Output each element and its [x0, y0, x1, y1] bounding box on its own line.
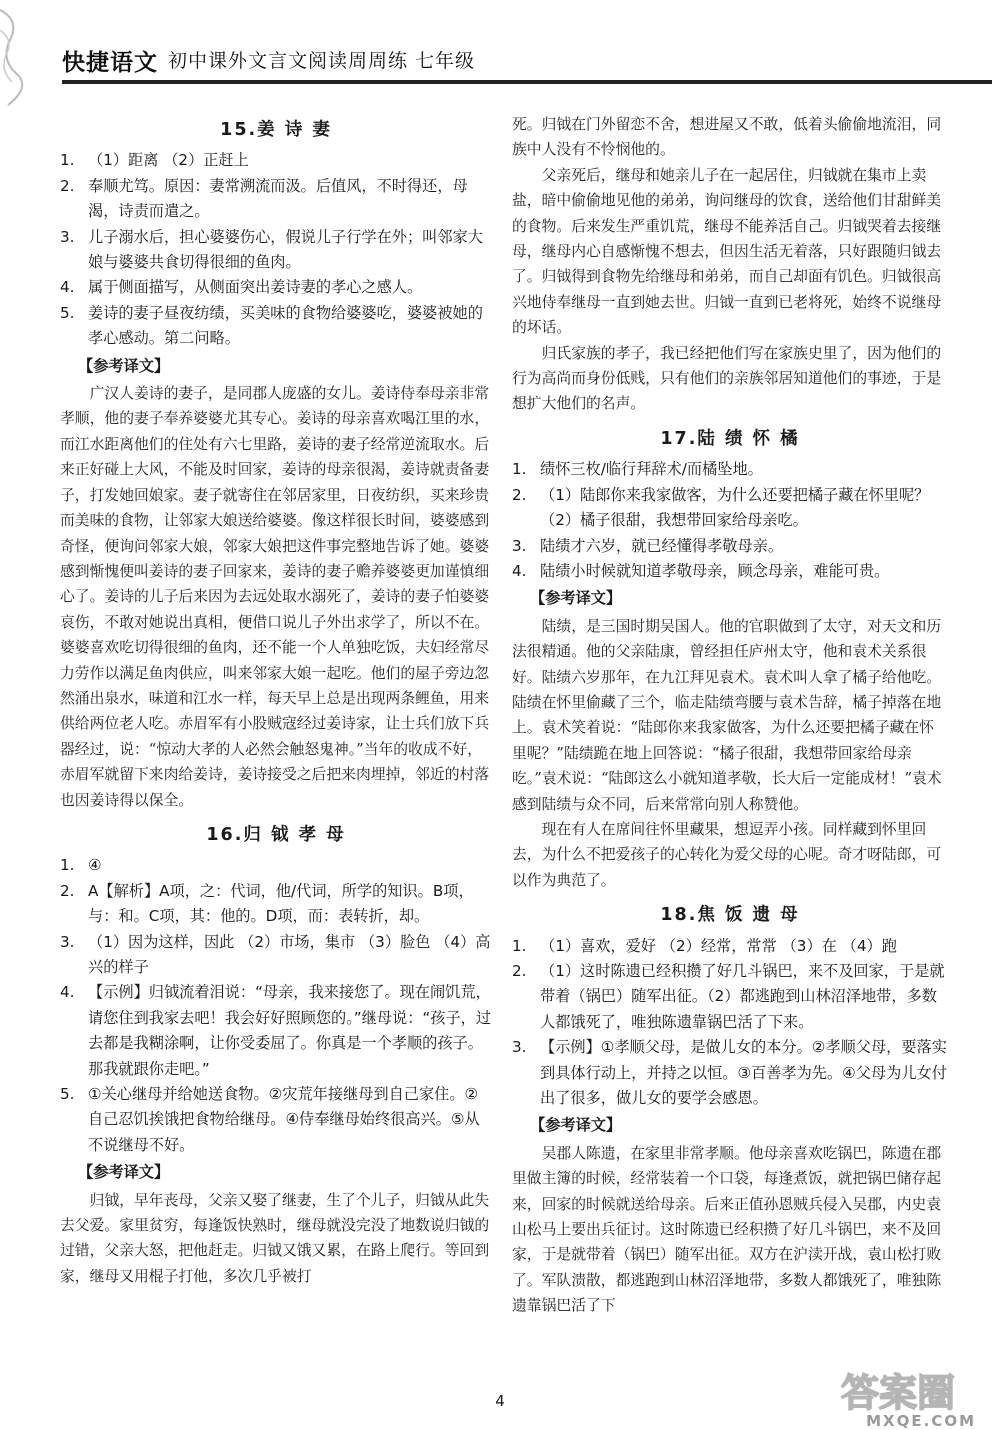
answer-text: 属于侧面描写，从侧面突出姜诗妻的孝心之感人。: [88, 278, 423, 297]
answer-number: 4.: [60, 983, 75, 1002]
section-title-17: 17.陆 绩 怀 橘: [660, 428, 800, 449]
reference-translation-label: 【参考译文】: [530, 589, 622, 608]
answer-item: [512, 483, 948, 534]
answer-item: [60, 301, 492, 352]
answer-item: [60, 879, 492, 930]
answer-number: 1.: [60, 151, 75, 170]
answer-text: （1）距离 （2）正赶上: [88, 151, 249, 170]
answer-text: （1）因为这样，因此 （2）市场，集市 （3）脸色 （4）高兴的样子: [88, 932, 491, 976]
answer-number: 1.: [60, 856, 75, 875]
answer-number: 3.: [512, 1038, 527, 1057]
watermark-url: MXQE.COM: [866, 1412, 976, 1430]
answer-text: （1）喜欢，爱好 （2）经常，常常 （3）在 （4）跑: [540, 936, 897, 955]
answer-number: 3.: [60, 932, 75, 951]
answer-text: A【解析】A项，之：代词，他/代词，所学的知识。B项，与：和。C项，其：他的。D项，而：表转折，却。: [88, 881, 474, 926]
answer-number: 4.: [512, 561, 527, 580]
answer-item: [512, 534, 948, 559]
translation-paragraph: 广汉人姜诗的妻子，是同郡人庞盛的女儿。姜诗侍奉母亲非常孝顺，他的妻子奉养婆婆尤其专心。姜诗的母亲喜欢喝江里的水，而江水距离他们的住处有六七里路，姜诗的妻子经常逆流取水。后来正好碰上大风，不能及时回家，姜诗的母亲很渴，姜诗就责备妻子，打发她回娘家。妻子就寄住在邻居家里，日夜纺织，买来珍贵而美味的食物，让邻家大娘送给婆婆。像这样很长时间，婆婆感到奇怪，便询问邻家大娘，邻家大娘把这件事完整地告诉了她。婆婆感到惭愧便叫姜诗的妻子回家来，姜诗的妻子赡养婆婆更加谨慎细心了。姜诗的儿子后来因为去远处取水溺死了，姜诗的妻子怕婆婆哀伤，不敢对她说出真相，便借口说儿子外出求学了，所以不在。婆婆喜欢吃切得很细的鱼肉，还不能一个人单独吃饭，夫妇经常尽力劳作以满足鱼肉供应，叫来邻家大娘一起吃。他们的屋子旁边忽然涌出泉水，味道和江水一样，每天早上总是出现两条鲤鱼，用来供给两位老人吃。赤眉军有小股贼寇经过姜诗家，让士兵们放下兵器经过，说：“惊动大孝的人必然会触怒鬼神。”当年的收成不好，赤眉军就留下来肉给姜诗，姜诗接受之后把来肉埋掉，邻近的村落也因姜诗得以保全。: [60, 385, 490, 809]
section-title-15: 15.姜 诗 妻: [220, 120, 332, 140]
answer-text: （1）陆郎你来我家做客，为什么还要把橘子藏在怀里呢？（2）橘子很甜，我想带回家给母亲吃。: [540, 485, 930, 530]
page-number: 4: [495, 1392, 505, 1410]
answer-item: [60, 174, 492, 225]
answer-text: 【示例】归钺流着泪说：“母亲，我来接您了。现在闹饥荒，请您住到我家去吧！我会好好照顾您的。”继母说：“孩子，过去都是我糊涂啊，让你受委屈了。你真是一个孝顺的孩子。那我就跟你走吧。”: [88, 983, 492, 1078]
answer-item: [512, 959, 948, 1035]
answer-number: 2.: [512, 485, 527, 504]
left-column: [60, 108, 492, 1289]
answer-number: 3.: [60, 227, 75, 246]
translation-paragraph: 父亲死后，继母和她亲儿子在一起居住，归钺就在集市上卖盐，暗中偷偷地见他的弟弟，询问继母的饮食，送给他们甘甜鲜美的食物。后来发生严重饥荒，继母不能养活自己。归钺哭着去接继母，继母内心自感惭愧不想去，但因生活无着落，只好跟随归钺去了。归钺得到食物先给继母和弟弟，而自己却面有饥色。归钺很高兴地侍奉继母一直到她去世。归钺一直到已老将死，始终不说继母的坏话。: [512, 166, 942, 337]
translation-paragraph: 归氏家族的孝子，我已经把他们写在家族史里了，因为他们的行为高尚而身份低贱，只有他们的亲族邻居知道他们的事迹，于是想扩大他们的名声。: [512, 344, 942, 413]
reference-translation-label: 【参考译文】: [530, 1116, 622, 1135]
answer-text: ①关心继母并给她送食物。②灾荒年接继母到自己家住。②自己忍饥挨饿把食物给继母。④侍奉继母始终很高兴。⑤从不说继母不好。: [88, 1085, 480, 1154]
answer-text: 绩怀三枚/临行拜辞术/而橘坠地。: [540, 460, 763, 479]
translation-paragraph: 现在有人在席间往怀里藏果，想逗弄小孩。同样藏到怀里回去，为什么不把爱孩子的心转化为爱父母的心呢。奇才呀陆郎，可以作为典范了。: [512, 820, 942, 889]
watermark-logo-text: 答案圈: [840, 1371, 956, 1415]
book-subtitle: 初中课外文言文阅读周周练 七年级: [168, 50, 476, 72]
answer-text: 儿子溺水后，担心婆婆伤心，假说儿子行学在外；叫邻家大娘与婆婆共食切得很细的鱼肉。: [88, 227, 483, 272]
header-divider: [62, 80, 992, 84]
answer-item: [60, 275, 492, 300]
section-title-16: 16.归 钺 孝 母: [206, 824, 346, 845]
brand-title: 快捷语文: [62, 50, 158, 76]
answer-number: 2.: [60, 881, 75, 900]
answer-number: 2.: [512, 962, 527, 980]
answer-item: [60, 1082, 492, 1158]
answer-item: [512, 934, 948, 959]
reference-translation-label: 【参考译文】: [78, 356, 170, 375]
answer-number: 4.: [60, 278, 75, 297]
corner-ornament-icon: [0, 0, 40, 110]
answer-number: 2.: [60, 176, 75, 195]
right-column: [512, 112, 948, 1319]
answer-text: 陆绩小时候就知道孝敬母亲，顾念母亲，难能可贵。: [540, 561, 890, 580]
answer-item: [60, 980, 492, 1082]
translation-paragraph: 死。归钺在门外留恋不舍，想进屋又不敢，低着头偷偷地流泪，同族中人没有不怜悯他的。: [512, 116, 942, 159]
reference-translation-label: 【参考译文】: [78, 1163, 170, 1182]
answer-text: 奉顺尤笃。原因：妻常溯流而汲。后值风，不时得还，母渴，诗责而遣之。: [88, 176, 468, 221]
answer-text: 陆绩才六岁，就已经懂得孝敬母亲。: [540, 536, 783, 555]
answer-text: 【示例】①孝顺父母，是做儿女的本分。②孝顺父母，要落实到具体行动上，并持之以恒。③百善孝为先。④父母为儿女付出了很多，做儿女的要学会感恩。: [540, 1038, 947, 1108]
answer-text: （1）这时陈遗已经积攒了好几斗锅巴，来不及回家，于是就带着（锅巴）随军出征。（2）都逃跑到山林沼泽地带，多数人都饿死了，唯独陈遗靠锅巴活了下来。: [540, 962, 945, 1031]
section-title-18: 18.焦 饭 遗 母: [660, 905, 800, 926]
answer-text: ④: [88, 856, 102, 875]
translation-paragraph: 归钺，早年丧母，父亲又娶了继妻，生了个儿子，归钺从此失去父爱。家里贫穷，每逢饭快熟时，继母就没完没了地数说归钺的过错，父亲大怒，把他赶走。归钺又饿又累，在路上爬行。等回到家，继母又用棍子打他，多次几乎被打: [60, 1191, 490, 1285]
answer-item: [512, 559, 948, 584]
answer-text: 姜诗的妻子昼夜纺绩，买美味的食物给婆婆吃，婆婆被她的孝心感动。第二问略。: [88, 303, 483, 348]
answer-number: 5.: [60, 303, 75, 322]
answer-number: 3.: [512, 536, 527, 555]
page-header: [0, 0, 1000, 96]
answer-number: 1.: [512, 936, 527, 955]
translation-paragraph: 吴郡人陈遗，在家里非常孝顺。他母亲喜欢吃锅巴，陈遗在郡里做主簿的时候，经常装着一个口袋，每逢煮饭，就把锅巴储存起来，回家的时候就送给母亲。后来正值孙恩贼兵侵入吴郡，内史袁山松马上要出兵征讨。这时陈遗已经积攒了好几斗锅巴，来不及回家，于是就带着（锅巴）随军出征。双方在沪渎开战，袁山松打败了。军队溃散，都逃跑到山林沼泽地带，多数人都饿死了，唯独陈遗靠锅巴活了下: [512, 1144, 942, 1315]
answer-number: 1.: [512, 460, 527, 479]
answer-item: [60, 930, 492, 981]
answer-item: [60, 225, 492, 276]
answer-item: [60, 148, 492, 173]
answer-item: [512, 457, 948, 482]
answer-number: 5.: [60, 1085, 75, 1104]
answer-item: [512, 1035, 948, 1111]
translation-paragraph: 陆绩，是三国时期吴国人。他的官职做到了太守，对天文和历法很精通。他的父亲陆康，曾经担任庐州太守，他和袁术关系很好。陆绩六岁那年，在九江拜见袁术。袁术叫人拿了橘子给他吃。陆绩在怀里偷藏了三个，临走陆绩弯腰与袁术告辞，橘子掉落在地上。袁术笑着说：“陆郎你来我家做客，为什么还要把橘子藏在怀里呢？”陆绩跪在地上回答说：“橘子很甜，我想带回家给母亲吃。”袁术说：“陆郎这么小就知道孝敬，长大后一定能成材！”袁术感到陆绩与众不同，后来常常向别人称赞他。: [512, 617, 942, 813]
answer-item: [60, 853, 492, 878]
